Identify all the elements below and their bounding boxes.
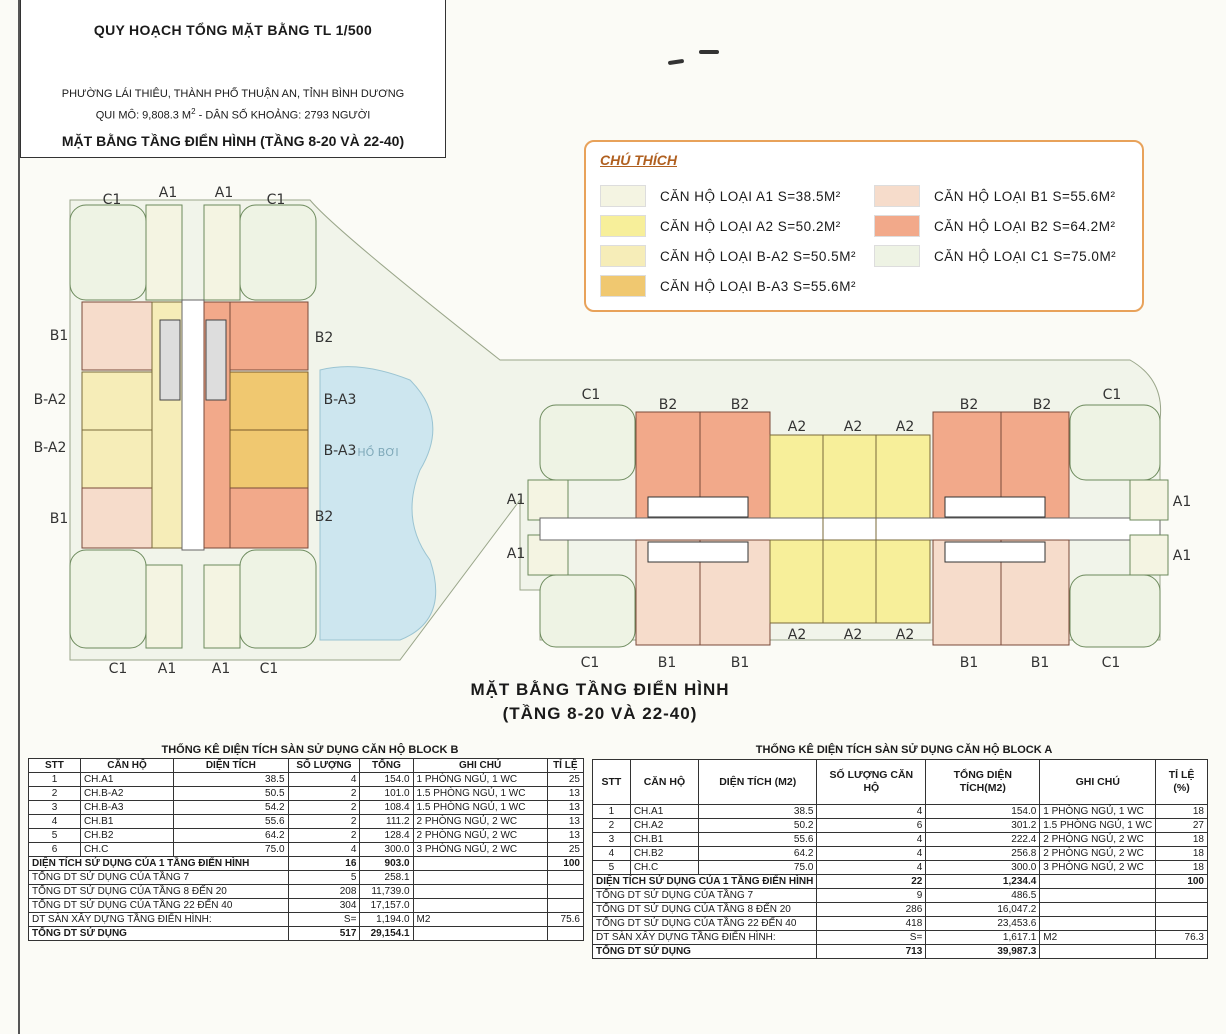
table-cell: 4 (29, 815, 81, 829)
summary-cell: TỔNG DT SỬ DỤNG CỦA TẦNG 7 (593, 889, 817, 903)
label-b1: B1 (730, 655, 750, 671)
unit-c1 (70, 205, 146, 300)
plan-title: MẶT BẰNG TẦNG ĐIỂN HÌNH (TẦNG 8-20 VÀ 22-40) (61, 133, 405, 149)
summary-cell (547, 927, 583, 941)
legend-item-b1: CĂN HỘ LOẠI B1 S=55.6M² (874, 185, 1115, 207)
table-cell: 1 PHÒNG NGỦ, 1 WC (413, 773, 547, 787)
unit-a2-row (770, 540, 930, 623)
table-cell: 2 (288, 801, 360, 815)
table-cell: 1 PHÒNG NGỦ, 1 WC (1040, 805, 1156, 819)
table-cell: 50.2 (699, 819, 817, 833)
summary-cell: TỔNG DT SỬ DỤNG CỦA TẦNG 22 ĐẾN 40 (29, 899, 289, 913)
summary-cell: 208 (288, 885, 360, 899)
table-cell: 27 (1156, 819, 1208, 833)
summary-cell: 713 (817, 945, 926, 959)
unit-c1 (540, 575, 635, 647)
table-cell: 2 (29, 787, 81, 801)
table-row (593, 833, 1208, 847)
table-cell: CH.B2 (630, 847, 698, 861)
column-header: CĂN HỘ (630, 760, 698, 805)
label-a1: A1 (506, 546, 526, 562)
summary-cell: 903.0 (360, 857, 413, 871)
table-cell: 222.4 (926, 833, 1040, 847)
label-a1: A1 (1172, 548, 1192, 564)
label-a2: A2 (843, 419, 863, 435)
table-cell: 4 (288, 843, 360, 857)
column-header: GHI CHÚ (1040, 760, 1156, 805)
table-row (29, 815, 584, 829)
legend-item-ba2: CĂN HỘ LOẠI B-A2 S=50.5M² (600, 245, 856, 267)
plan-subtitle (440, 678, 760, 726)
table-cell: 6 (29, 843, 81, 857)
column-header: STT (593, 760, 631, 805)
table-row (29, 801, 584, 815)
summary-cell: 418 (817, 917, 926, 931)
summary-row (29, 871, 584, 885)
table-cell: CH.B-A2 (80, 787, 173, 801)
table-cell: 2 PHÒNG NGỦ, 2 WC (1040, 847, 1156, 861)
table-cell: 1 (29, 773, 81, 787)
summary-cell: TỔNG DT SỬ DỤNG CỦA TẦNG 22 ĐẾN 40 (593, 917, 817, 931)
column-header: SỐ LƯỢNG (288, 759, 360, 773)
label-c1: C1 (1102, 387, 1122, 403)
table-cell: 3 PHÒNG NGỦ, 2 WC (413, 843, 547, 857)
core (648, 497, 748, 517)
unit-c1 (1070, 575, 1160, 647)
table-cell: 18 (1156, 861, 1208, 875)
summary-row (29, 927, 584, 941)
summary-cell: 22 (817, 875, 926, 889)
summary-cell (1156, 917, 1208, 931)
table-cell: 4 (817, 833, 926, 847)
label-b1: B1 (1030, 655, 1050, 671)
table-cell: 4 (817, 805, 926, 819)
summary-cell: 5 (288, 871, 360, 885)
summary-row (29, 885, 584, 899)
column-header: DIỆN TÍCH (M2) (699, 760, 817, 805)
unit-a1 (146, 565, 182, 648)
core (648, 542, 748, 562)
summary-cell: 100 (547, 857, 583, 871)
summary-cell: M2 (1040, 931, 1156, 945)
block-a (528, 405, 1168, 647)
table-cell: 64.2 (174, 829, 288, 843)
table-cell: 75.0 (174, 843, 288, 857)
summary-cell: 9 (817, 889, 926, 903)
label-b1: B1 (49, 328, 69, 344)
summary-cell (1156, 889, 1208, 903)
table-cell: 108.4 (360, 801, 413, 815)
core (945, 542, 1045, 562)
unit-c1 (540, 405, 635, 480)
summary-cell: 75.6 (547, 913, 583, 927)
summary-cell (547, 871, 583, 885)
table-cell: 18 (1156, 805, 1208, 819)
summary-row (29, 857, 584, 871)
summary-cell: S= (817, 931, 926, 945)
table-cell: 38.5 (174, 773, 288, 787)
summary-cell: 39,987.3 (926, 945, 1040, 959)
label-a2: A2 (895, 627, 915, 643)
summary-cell (413, 899, 547, 913)
summary-cell: DIỆN TÍCH SỬ DỤNG CỦA 1 TẦNG ĐIỂN HÌNH (29, 857, 289, 871)
column-header: GHI CHÚ (413, 759, 547, 773)
table-cell: 38.5 (699, 805, 817, 819)
scale-text: QUI MÔ: 9,808.3 $M^2$ - DÂN SỐ KHOẢNG: 2793 NGƯỜI (95, 107, 371, 122)
summary-cell: TỔNG DT SỬ DỤNG (29, 927, 289, 941)
table-cell: 1.5 PHÒNG NGỦ, 1 WC (1040, 819, 1156, 833)
table-cell: 4 (817, 861, 926, 875)
table-cell: 2 (288, 829, 360, 843)
summary-cell: 76.3 (1156, 931, 1208, 945)
summary-cell: 11,739.0 (360, 885, 413, 899)
table-cell: 4 (817, 847, 926, 861)
summary-cell (413, 885, 547, 899)
column-header: SỐ LƯỢNG CĂN HỘ (817, 760, 926, 805)
table-cell: 6 (817, 819, 926, 833)
drawing-title: QUY HOẠCH TỔNG MẶT BẰNG TL 1/500 (93, 22, 373, 38)
table-cell: 1.5 PHÒNG NGỦ, 1 WC (413, 801, 547, 815)
legend-item-c1: CĂN HỘ LOẠI C1 S=75.0M² (874, 245, 1116, 267)
summary-cell: 486.5 (926, 889, 1040, 903)
summary-cell: 1,194.0 (360, 913, 413, 927)
summary-cell: 286 (817, 903, 926, 917)
table-cell: 2 (288, 815, 360, 829)
table-cell: 55.6 (174, 815, 288, 829)
legend-title: CHÚ THÍCH (600, 152, 677, 168)
table-cell: CH.C (80, 843, 173, 857)
table-cell: 25 (547, 773, 583, 787)
unit-b1 (82, 488, 152, 548)
table-cell: 256.8 (926, 847, 1040, 861)
unit-a1 (146, 205, 182, 300)
summary-row (593, 903, 1208, 917)
table-cell: 3 (29, 801, 81, 815)
label-a1: A1 (214, 185, 234, 201)
legend-item-a1: CĂN HỘ LOẠI A1 S=38.5M² (600, 185, 841, 207)
column-header: CĂN HỘ (80, 759, 173, 773)
table-cell: CH.B1 (630, 833, 698, 847)
table-cell: 3 (593, 833, 631, 847)
label-ba2: B-A2 (33, 392, 67, 408)
table-cell: 25 (547, 843, 583, 857)
label-a2: A2 (787, 627, 807, 643)
table-cell: 111.2 (360, 815, 413, 829)
column-header: DIỆN TÍCH (174, 759, 288, 773)
table-cell: 300.0 (360, 843, 413, 857)
summary-cell (1040, 945, 1156, 959)
table-cell: 128.4 (360, 829, 413, 843)
summary-cell: TỔNG DT SỬ DỤNG CỦA TẦNG 8 ĐẾN 20 (29, 885, 289, 899)
unit-a1 (1130, 535, 1168, 575)
table-cell: 18 (1156, 847, 1208, 861)
table-cell: CH.A1 (80, 773, 173, 787)
summary-cell (547, 885, 583, 899)
label-a1: A1 (1172, 494, 1192, 510)
table-cell: 13 (547, 829, 583, 843)
unit-ba3 (230, 372, 308, 430)
unit-a2-row (770, 435, 930, 518)
table-row (593, 847, 1208, 861)
summary-row (593, 917, 1208, 931)
summary-cell (1156, 903, 1208, 917)
table-cell: 101.0 (360, 787, 413, 801)
table-cell: CH.B2 (80, 829, 173, 843)
corridor (540, 518, 1160, 540)
summary-cell (1156, 945, 1208, 959)
table-row (593, 819, 1208, 833)
summary-cell: M2 (413, 913, 547, 927)
unit-a1 (1130, 480, 1168, 520)
table-cell: 3 PHÒNG NGỦ, 2 WC (1040, 861, 1156, 875)
table-row (29, 787, 584, 801)
pool-label: HỒ BƠI (357, 446, 399, 459)
legend-item-b2: CĂN HỘ LOẠI B2 S=64.2M² (874, 215, 1115, 237)
label-c1: C1 (581, 387, 601, 403)
label-b1: B1 (49, 511, 69, 527)
table-b-title: THỐNG KÊ DIỆN TÍCH SÀN SỬ DỤNG CĂN HỘ BLOCK B (161, 744, 459, 756)
summary-cell (413, 871, 547, 885)
label-b2: B2 (730, 397, 750, 413)
label-b2: B2 (314, 509, 334, 525)
table-a-title: THỐNG KÊ DIỆN TÍCH SÀN SỬ DỤNG CĂN HỘ BLOCK A (755, 744, 1053, 756)
table-header (29, 759, 584, 773)
table-cell: 301.2 (926, 819, 1040, 833)
label-a2: A2 (895, 419, 915, 435)
column-header: TỈ LỆ (%) (1156, 760, 1208, 805)
table-cell: 4 (593, 847, 631, 861)
summary-cell: DT SÀN XÂY DỰNG TẦNG ĐIỂN HÌNH: (593, 931, 817, 945)
table-cell: 1.5 PHÒNG NGỦ, 1 WC (413, 787, 547, 801)
table-cell: 75.0 (699, 861, 817, 875)
summary-cell: 17,157.0 (360, 899, 413, 913)
summary-cell: 517 (288, 927, 360, 941)
unit-ba2 (82, 372, 152, 430)
summary-cell: 23,453.6 (926, 917, 1040, 931)
unit-c1 (70, 550, 146, 648)
summary-cell: S= (288, 913, 360, 927)
summary-cell (1040, 889, 1156, 903)
unit-ba2 (82, 430, 152, 488)
table-cell: 54.2 (174, 801, 288, 815)
summary-cell: TỔNG DT SỬ DỤNG (593, 945, 817, 959)
unit-a1 (204, 565, 240, 648)
table-cell: 154.0 (926, 805, 1040, 819)
table-cell: CH.B1 (80, 815, 173, 829)
table-block-a (592, 759, 1208, 959)
summary-cell: 1,234.4 (926, 875, 1040, 889)
label-b2: B2 (1032, 397, 1052, 413)
table-row (29, 843, 584, 857)
summary-row (29, 913, 584, 927)
summary-cell (547, 899, 583, 913)
table-block-b (28, 758, 584, 941)
unit-a1 (528, 535, 568, 575)
label-c1: C1 (259, 661, 279, 677)
table-cell: CH.B-A3 (80, 801, 173, 815)
summary-cell (1040, 917, 1156, 931)
table-cell: 50.5 (174, 787, 288, 801)
unit-c1 (240, 205, 316, 300)
legend-item-a2: CĂN HỘ LOẠI A2 S=50.2M² (600, 215, 841, 237)
lift-core (206, 320, 226, 400)
table-cell: 13 (547, 801, 583, 815)
table-cell: 154.0 (360, 773, 413, 787)
table-cell: 5 (29, 829, 81, 843)
label-a1: A1 (506, 492, 526, 508)
label-a1: A1 (211, 661, 231, 677)
unit-b2 (230, 302, 308, 370)
table-cell: CH.C (630, 861, 698, 875)
label-c1: C1 (1101, 655, 1121, 671)
label-b2: B2 (959, 397, 979, 413)
stair-core (160, 320, 180, 400)
summary-row (593, 931, 1208, 945)
summary-cell (1040, 903, 1156, 917)
table-row (593, 861, 1208, 875)
table-cell: 2 (593, 819, 631, 833)
label-a1: A1 (157, 661, 177, 677)
plan-subtitle-line1: MẶT BẰNG TẦNG ĐIỂN HÌNH (470, 680, 730, 699)
summary-cell: 1,617.1 (926, 931, 1040, 945)
unit-ba3 (230, 430, 308, 488)
label-c1: C1 (102, 192, 122, 208)
table-cell: CH.A1 (630, 805, 698, 819)
unit-a1 (528, 480, 568, 520)
unit-a1 (204, 205, 240, 300)
table-cell: 2 PHÒNG NGỦ, 2 WC (413, 829, 547, 843)
summary-cell: 258.1 (360, 871, 413, 885)
summary-cell (413, 857, 547, 871)
label-b2: B2 (314, 330, 334, 346)
table-header (593, 760, 1208, 805)
column-header: TỔNG DIỆN TÍCH(M2) (926, 760, 1040, 805)
location-text: PHƯỜNG LÁI THIÊU, THÀNH PHỐ THUẬN AN, TỈNH BÌNH DƯƠNG (61, 88, 405, 100)
label-c1: C1 (580, 655, 600, 671)
table-cell: 13 (547, 815, 583, 829)
unit-c1 (240, 550, 316, 648)
table-cell: CH.A2 (630, 819, 698, 833)
label-c1: C1 (108, 661, 128, 677)
table-cell: 18 (1156, 833, 1208, 847)
table-cell: 55.6 (699, 833, 817, 847)
core (945, 497, 1045, 517)
summary-cell: TỔNG DT SỬ DỤNG CỦA TẦNG 8 ĐẾN 20 (593, 903, 817, 917)
column-header: TỔNG (360, 759, 413, 773)
table-cell: 4 (288, 773, 360, 787)
summary-cell: 16,047.2 (926, 903, 1040, 917)
table-cell: 13 (547, 787, 583, 801)
legend-item-ba3: CĂN HỘ LOẠI B-A3 S=55.6M² (600, 275, 856, 297)
label-a2: A2 (843, 627, 863, 643)
summary-cell: TỔNG DT SỬ DỤNG CỦA TẦNG 7 (29, 871, 289, 885)
summary-row (593, 945, 1208, 959)
summary-cell: 100 (1156, 875, 1208, 889)
summary-cell: DIỆN TÍCH SỬ DỤNG CỦA 1 TẦNG ĐIỂN HÌNH (593, 875, 817, 889)
label-a2: A2 (787, 419, 807, 435)
unit-b2 (230, 488, 308, 548)
table-row (593, 805, 1208, 819)
column-header: STT (29, 759, 81, 773)
summary-cell: DT SÀN XÂY DỰNG TẦNG ĐIỂN HÌNH: (29, 913, 289, 927)
unit-c1 (1070, 405, 1160, 480)
label-a1: A1 (158, 185, 178, 201)
unit-b1 (82, 302, 152, 370)
label-b1: B1 (959, 655, 979, 671)
column-header: TỈ LỆ (547, 759, 583, 773)
summary-cell (413, 927, 547, 941)
table-cell: 2 PHÒNG NGỦ, 2 WC (413, 815, 547, 829)
table-cell: 5 (593, 861, 631, 875)
summary-cell: 29,154.1 (360, 927, 413, 941)
summary-row (29, 899, 584, 913)
table-row (29, 773, 584, 787)
table-cell: 64.2 (699, 847, 817, 861)
plan-subtitle-line2: (TẦNG 8-20 VÀ 22-40) (502, 704, 698, 723)
table-row (29, 829, 584, 843)
table-cell: 300.0 (926, 861, 1040, 875)
table-cell: 2 PHÒNG NGỦ, 2 WC (1040, 833, 1156, 847)
label-ba2: B-A2 (33, 440, 67, 456)
summary-cell: 16 (288, 857, 360, 871)
label-b1: B1 (657, 655, 677, 671)
corridor (182, 300, 204, 550)
label-c1: C1 (266, 192, 286, 208)
label-ba3: B-A3 (323, 392, 357, 408)
summary-row (593, 889, 1208, 903)
table-cell: 1 (593, 805, 631, 819)
label-ba3: B-A3 (323, 443, 357, 459)
label-b2: B2 (658, 397, 678, 413)
table-cell: 2 (288, 787, 360, 801)
summary-cell: 304 (288, 899, 360, 913)
summary-cell (1040, 875, 1156, 889)
summary-row (593, 875, 1208, 889)
